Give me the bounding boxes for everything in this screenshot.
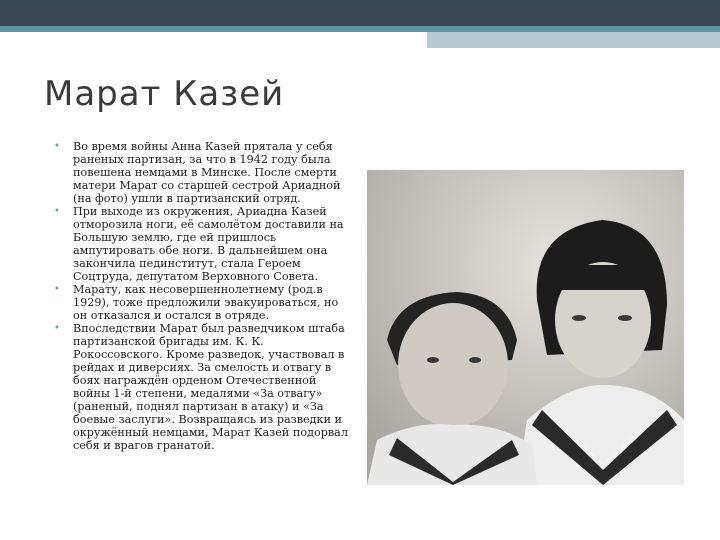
bullet-text: Марату, как несовершеннолетнему (род.в 1929), тоже предложили эвакуироваться, но он отказался и остался в отряде.	[73, 283, 339, 322]
bullet-item	[54, 322, 354, 452]
bullet-text: Во время войны Анна Казей прятала у себя раненых партизан, за что в 1942 году была повешена немцами в Минске. После смерти матери Марат со старшей сестрой Ариадной (на фото) ушли в партизанский отряд.	[73, 140, 341, 205]
bullet-item	[54, 205, 354, 283]
bullet-dot-icon: •	[54, 206, 60, 217]
bullet-dot-icon: •	[54, 284, 60, 295]
bullet-dot-icon: •	[54, 323, 60, 334]
bullet-item	[54, 283, 354, 322]
portrait-photo	[367, 170, 684, 485]
bullet-text: Впоследствии Марат был разведчиком штаба партизанской бригады им. К. К. Рокоссовского. Кроме разведок, участвовал в рейдах и диверсиях. За смелость и отвагу в боях награждён орденом Отечественной войны 1-й степени, медалями «За отвагу» (раненый, поднял партизан в атаку) и «За боевые заслуги». Возвращаясь из разведки и окружённый немцами, Марат Казей подорвал себя и врагов гранатой.	[73, 322, 348, 452]
bullet-list	[54, 140, 354, 452]
bullet-item	[54, 140, 354, 205]
top-decor-bar	[0, 0, 720, 26]
slide-title: Марат Казей	[44, 74, 285, 114]
bullet-text: При выходе из окружения, Ариадна Казей отморозила ноги, её самолётом доставили на Большую землю, где ей пришлось ампутировать обе ноги. В дальнейшем она закончила пединститут, стала Героем Соцтруда, депутатом Верховного Совета.	[73, 205, 344, 283]
bullet-dot-icon: •	[54, 141, 60, 152]
top-light-stripe	[427, 32, 720, 48]
